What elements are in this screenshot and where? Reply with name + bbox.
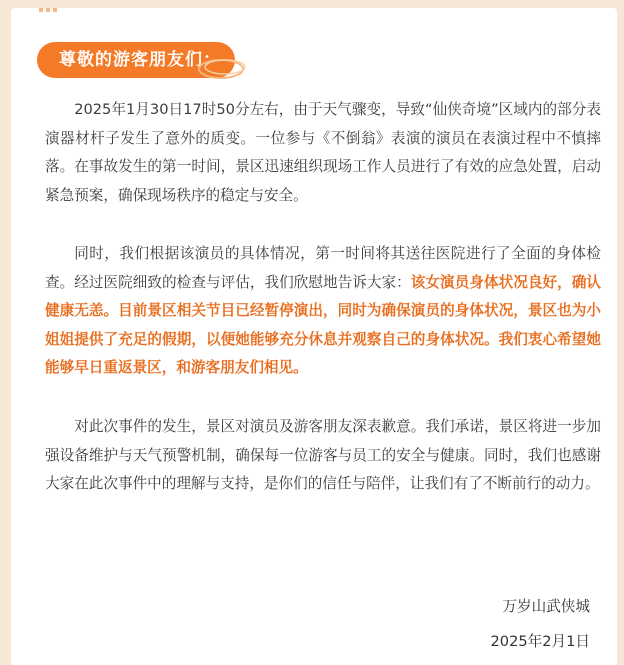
notice-card	[11, 8, 617, 665]
banner-ring-decoration	[197, 52, 251, 82]
paragraph-health	[45, 240, 601, 383]
paragraph-health-highlight: 该女演员身体状况良好，确认健康无恙。目前景区相关节目已经暂停演出，同时为确保演员的身体状况，景区也为小姐姐提供了充足的假期，以便她能够充分休息并观察自己的身体状况。我们衷心希望她能够早日重返景区，和游客朋友们相见。	[45, 273, 601, 376]
paragraph-health-lead: 同时，我们根据该演员的具体情况，第一时间将其送往医院进行了全面的身体检查。经过医院细致的检查与评估，我们欣慰地告诉大家：	[45, 245, 601, 291]
paragraph-incident: 2025年1月30日17时50分左右，由于天气骤变，导致“仙侠奇境”区域内的部分表演器材杆子发生了意外的质变。一位参与《不倒翁》表演的演员在表演过程中不慎摔落。在事故发生的第一时间，景区迅速组织现场工作人员进行了有效的应急处置，启动紧急预案，确保现场秩序的稳定与安全。	[45, 101, 601, 204]
signature: 万岁山武侠城	[502, 598, 590, 615]
top-decoration	[39, 8, 57, 12]
date: 2025年2月1日	[490, 633, 590, 650]
paragraph-apology: 对此次事件的发生，景区对演员及游客朋友深表歉意。我们承诺，景区将进一步加强设备维护与天气预警机制，确保每一位游客与员工的安全与健康。同时，我们也感谢大家在此次事件中的理解与支持，是你们的信任与陪伴，让我们有了不断前行的动力。	[45, 418, 601, 492]
greeting-banner: 尊敬的游客朋友们：	[37, 42, 235, 78]
